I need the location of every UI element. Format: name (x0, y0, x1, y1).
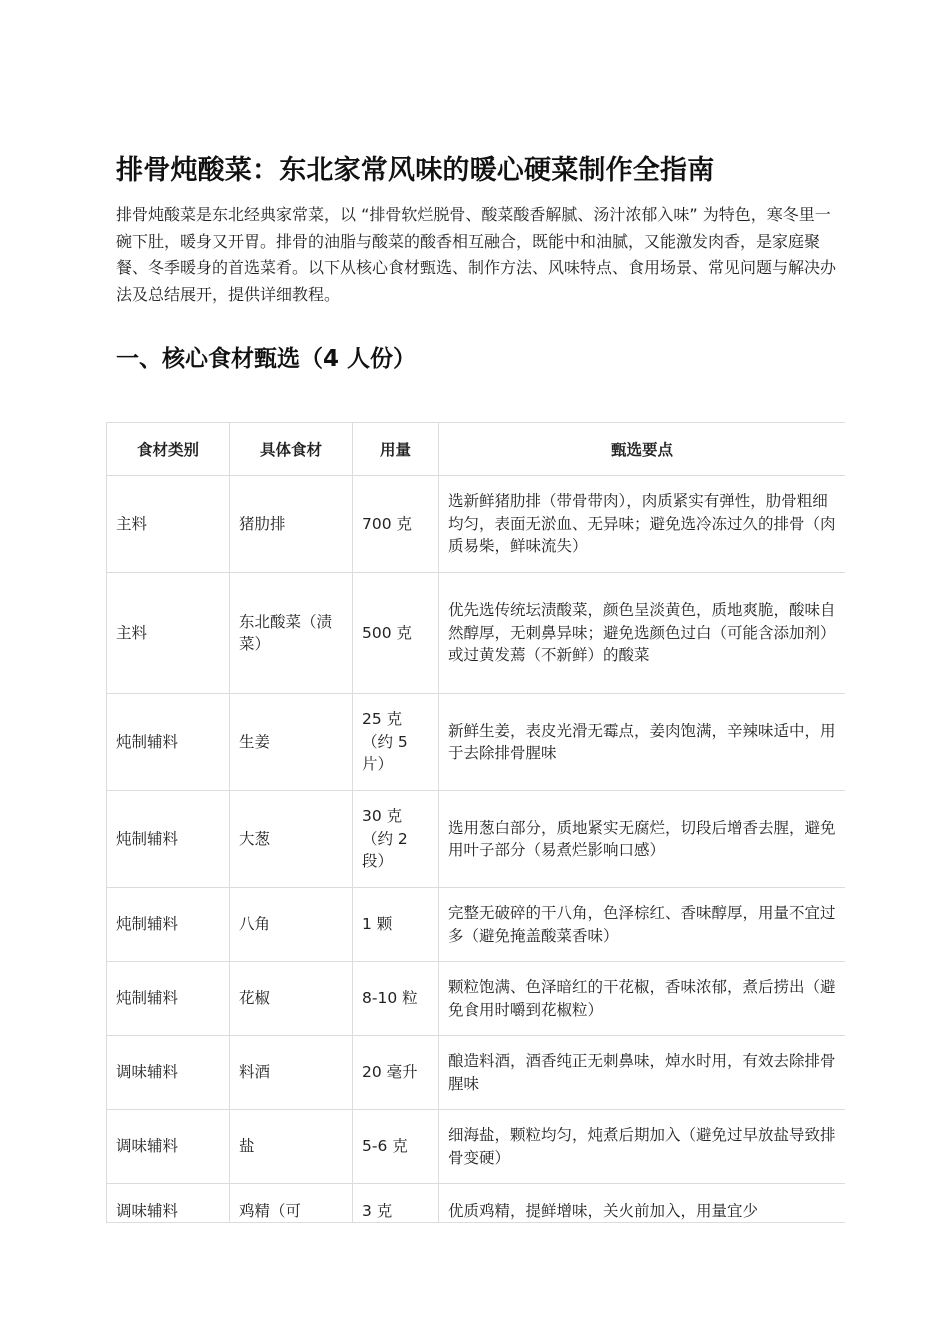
header-selection-tips: 甄选要点 (439, 423, 846, 476)
cell-tips: 新鲜生姜，表皮光滑无霉点，姜肉饱满，辛辣味适中，用于去除排骨腥味 (439, 694, 846, 791)
cell-amount: 1 颗 (353, 888, 439, 962)
cell-ingredient: 大葱 (230, 791, 353, 888)
table-row (107, 476, 846, 573)
ingredients-table-container (106, 422, 845, 1223)
cell-amount: 700 克 (353, 476, 439, 573)
header-ingredient: 具体食材 (230, 423, 353, 476)
cell-tips: 细海盐，颗粒均匀，炖煮后期加入（避免过早放盐导致排骨变硬） (439, 1110, 846, 1184)
table-row (107, 573, 846, 694)
table-row (107, 1110, 846, 1184)
cell-ingredient: 鸡精（可 (230, 1184, 353, 1224)
cell-amount: 500 克 (353, 573, 439, 694)
cell-category: 调味辅料 (107, 1036, 230, 1110)
table-row (107, 791, 846, 888)
cell-ingredient: 盐 (230, 1110, 353, 1184)
table-row (107, 694, 846, 791)
cell-ingredient: 花椒 (230, 962, 353, 1036)
cell-category: 主料 (107, 476, 230, 573)
cell-tips: 选新鲜猪肋排（带骨带肉），肉质紧实有弹性，肋骨粗细均匀，表面无淤血、无异味；避免选冷冻过久的排骨（肉质易柴，鲜味流失） (439, 476, 846, 573)
cell-ingredient: 生姜 (230, 694, 353, 791)
table-header-row (107, 423, 846, 476)
cell-tips: 优质鸡精，提鲜增味，关火前加入，用量宜少 (439, 1184, 846, 1224)
table-row (107, 1184, 846, 1224)
cell-amount: 30 克（约 2 段） (353, 791, 439, 888)
cell-category: 炖制辅料 (107, 888, 230, 962)
cell-ingredient: 东北酸菜（渍菜） (230, 573, 353, 694)
cell-category: 炖制辅料 (107, 694, 230, 791)
cell-amount: 8-10 粒 (353, 962, 439, 1036)
cell-amount: 25 克（约 5 片） (353, 694, 439, 791)
cell-tips: 颗粒饱满、色泽暗红的干花椒，香味浓郁，煮后捞出（避免食用时嚼到花椒粒） (439, 962, 846, 1036)
ingredients-table (106, 422, 845, 1223)
cell-amount: 5-6 克 (353, 1110, 439, 1184)
cell-category: 主料 (107, 573, 230, 694)
cell-category: 调味辅料 (107, 1184, 230, 1224)
cell-amount: 20 毫升 (353, 1036, 439, 1110)
cell-ingredient: 料酒 (230, 1036, 353, 1110)
cell-amount: 3 克 (353, 1184, 439, 1224)
header-category: 食材类别 (107, 423, 230, 476)
page-title: 排骨炖酸菜：东北家常风味的暖心硬菜制作全指南 (116, 155, 715, 186)
cell-category: 调味辅料 (107, 1110, 230, 1184)
cell-ingredient: 八角 (230, 888, 353, 962)
table-row (107, 888, 846, 962)
cell-tips: 完整无破碎的干八角，色泽棕红、香味醇厚，用量不宜过多（避免掩盖酸菜香味） (439, 888, 846, 962)
cell-tips: 选用葱白部分，质地紧实无腐烂，切段后增香去腥，避免用叶子部分（易煮烂影响口感） (439, 791, 846, 888)
table-row (107, 962, 846, 1036)
section-heading: 一、核心食材甄选（4 人份） (116, 346, 417, 372)
cell-tips: 酿造料酒，酒香纯正无刺鼻味，焯水时用，有效去除排骨腥味 (439, 1036, 846, 1110)
cell-category: 炖制辅料 (107, 791, 230, 888)
cell-category: 炖制辅料 (107, 962, 230, 1036)
table-row (107, 1036, 846, 1110)
intro-paragraph: 排骨炖酸菜是东北经典家常菜，以 “排骨软烂脱骨、酸菜酸香解腻、汤汁浓郁入味” 为特色，寒冬里一碗下肚，暖身又开胃。排骨的油脂与酸菜的酸香相互融合，既能中和油腻，又能激发肉香，是家庭聚餐、冬季暖身的首选菜肴。以下从核心食材甄选、制作方法、风味特点、食用场景、常见问题与解决办法及总结展开，提供详细教程。 (116, 205, 837, 304)
cell-ingredient: 猪肋排 (230, 476, 353, 573)
header-amount: 用量 (353, 423, 439, 476)
cell-tips: 优先选传统坛渍酸菜，颜色呈淡黄色，质地爽脆，酸味自然醇厚，无刺鼻异味；避免选颜色过白（可能含添加剂）或过黄发蔫（不新鲜）的酸菜 (439, 573, 846, 694)
